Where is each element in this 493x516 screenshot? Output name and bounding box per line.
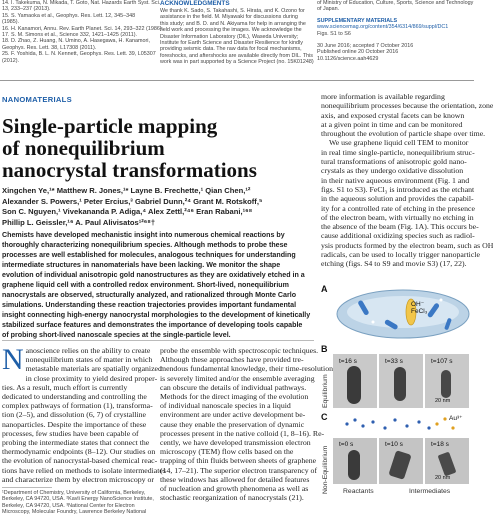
body-line: ity for a controlled rate of etching in the presence xyxy=(321,203,475,213)
body-line: the absence of the beam (Fig. 1A). This occurs be- xyxy=(321,222,479,232)
body-line: of the electron beam, with virtually no etching in xyxy=(321,212,474,222)
body-line: stochastic reorganization of nanocrystals (21). xyxy=(160,493,304,503)
supp-line: www.sciencemag.org/content/354/6314/869/suppl/DC1 xyxy=(317,24,449,31)
supplementary-heading: SUPPLEMENTARY MATERIALS xyxy=(317,17,398,24)
panel-b-frame-3 xyxy=(425,354,469,408)
body-line: these windows has allowed for detailed features xyxy=(160,474,310,484)
body-line: cause additional oxidizing species such as radiol- xyxy=(321,231,475,241)
body-line: cause they enable the preservation of dynamic xyxy=(160,419,305,429)
abstract xyxy=(2,230,313,340)
acknowledgments-block xyxy=(160,0,314,66)
footnote-line: Berkeley, CA 94720, USA. ²Kavli Energy NanoScience Institute, xyxy=(2,496,154,503)
body-line: nanoparticles. Despite the importance of these xyxy=(2,419,147,429)
figure-1 xyxy=(321,280,474,504)
time-label: t=16 s xyxy=(339,358,357,365)
caption-intermediates: Intermediates xyxy=(409,488,451,495)
abstract-line: thoroughly characterizing nonequilibrium species. Although methods to probe these xyxy=(2,241,288,249)
body-line: in their native aqueous environment (Fig. 1 and xyxy=(321,175,470,185)
body-line: tions have relied on methods to isolate intermediates xyxy=(2,465,166,475)
footnote-line: Microscopy, Molecular Foundry, Lawrence Berkeley National xyxy=(2,509,147,516)
reference-line: (2012). xyxy=(2,57,20,64)
reference-line: 25. F. Yoshida, B. L. N. Kennett, Geophys. Res. Lett. 39, L05307 xyxy=(2,51,156,58)
author-line: Son C. Nguyen,¹ Vivekananda P. Adiga,⁴ Alex Zettl,²⁴⁶ Eran Rabani,¹⁶⁸ xyxy=(2,207,253,217)
body-line: environment are under active development be- xyxy=(160,410,306,420)
ack-line: field work and processing the images. We acknowledge the xyxy=(160,27,302,34)
body-line: throughout the evolution of particle shape over time. xyxy=(321,129,486,139)
body-line: figs. S1 to S3). FeCl₃ is introduced as the etchant xyxy=(321,184,475,194)
supp-line: Figs. S1 to S6 xyxy=(317,30,351,37)
row-label-equilibrium: Equilibrium xyxy=(322,374,329,408)
row-label-non-equilibrium: Non-Equilibrium xyxy=(322,445,329,494)
body-line: probe the ensemble with spectroscopic techniques. xyxy=(160,346,319,355)
top-right-line: of Ministry of Education, Culture, Sports, Science and Technology xyxy=(317,0,474,6)
panel-label-a: A xyxy=(321,284,328,294)
body-line: mendous fundamental knowledge, their time-resolution xyxy=(160,364,334,374)
abstract-line: insight connecting high-energy nanocrystal morphologies to the development of kinetically xyxy=(2,311,311,319)
panel-c-frame-1 xyxy=(333,438,377,484)
panel-c-frame-2 xyxy=(379,438,423,484)
abstract-line: simulations. Understanding these reaction trajectories provides important fundamental xyxy=(2,301,297,309)
ack-line: We thank K. Sado, S. Takahashi, S. Hirata, and K. Ozono for xyxy=(160,8,305,14)
body-line: Although these approaches have provided tre- xyxy=(160,355,304,365)
body-line: ties. As a result, much effort is currently xyxy=(2,382,128,392)
body-line: at a given point in time and can be monitored xyxy=(321,119,463,129)
body-line: nonequilibrium states of matter in which xyxy=(25,355,153,365)
body-line: processes present in the native colloid (1, 8–16). Re- xyxy=(160,428,325,438)
body-line: We use graphene liquid cell TEM to monitor xyxy=(329,138,469,148)
body-line: can obscure the details of individual pathways. xyxy=(160,382,307,392)
top-right-block xyxy=(317,0,473,62)
abstract-line: processes are well established for molecules, analogous techniques for understanding xyxy=(2,251,296,259)
abstract-line: Chemists have developed mechanistic insight into numerous chemical reactions by xyxy=(2,231,285,239)
body-line: anoscience relies on the ability to create xyxy=(25,346,151,355)
title-line: Single-particle mapping xyxy=(2,114,218,138)
title-line: nanocrystal transformations xyxy=(2,158,257,182)
body-line: tural transformations of anisotropic gold nano- xyxy=(321,157,467,167)
reference-line: 18. D. Zhao, Z. Huang, N. Umino, A. Hasegawa, H. Kanamori, xyxy=(2,38,151,45)
body-line: dedicated to understanding and controlling the xyxy=(2,392,147,402)
body-line: probing the intermediate states that connect the xyxy=(2,438,150,448)
body-line: more information is available regarding xyxy=(321,92,445,101)
body-line: crystals as they undergo oxidative dissolution xyxy=(321,166,464,176)
reference-line: 15. S. Yamaoka et al., Geophys. Res. Lett. 12, 345–348 xyxy=(2,12,136,19)
time-label: t=107 s xyxy=(431,358,453,365)
reference-line: 17. S. M. Simons et al., Science 332, 1421–1425 (2011). xyxy=(2,32,138,39)
body-line: (14, 17–21). The superior electron transparency of xyxy=(160,465,318,475)
body-line: of nucleation and growth phenomena as well as xyxy=(160,484,309,494)
abstract-divider xyxy=(2,340,314,341)
reference-line: Geophys. Res. Lett. 38, L17308 (2011). xyxy=(2,44,97,51)
time-label: t=33 s xyxy=(385,358,403,365)
right-column-text xyxy=(321,92,493,269)
footnote-line: Berkeley, CA 94720, USA. ³National Center for Electron xyxy=(2,502,135,509)
caption-reactants: Reactants xyxy=(343,488,374,495)
body-line: of individual nanoscale species in a liquid xyxy=(160,401,291,411)
nanorod xyxy=(438,452,457,477)
ack-line: Disaster Information Laboratory (DIL), Waseda University; xyxy=(160,33,299,40)
panel-label-c: C xyxy=(321,412,328,422)
body-line: etching (figs. S4 to S9 and movie S3) (17, 22). xyxy=(321,259,467,269)
reference-line: 16. H. Kanamori, Annu. Rev. Earth Planet. Sci. 14, 293–322 (1986). xyxy=(2,25,164,32)
ack-line: foreshocks, and aftershocks are available directly from DIL. This xyxy=(160,52,314,59)
abstract-line: stabilized surface features and demonstrates the importance of developing tools capable xyxy=(2,321,303,329)
au-label: Au³⁺ xyxy=(449,415,463,422)
fecl3-label: FeCl₃ xyxy=(411,308,428,315)
body-line: in real time single-particle, nonequilibrium struc- xyxy=(321,147,475,157)
footnote-line: ¹Department of Chemistry, University of California, Berkeley, xyxy=(2,490,146,497)
body-column-1 xyxy=(2,343,166,516)
abstract-line: of probing short-lived nanoscale species at the single-particle level. xyxy=(2,331,231,339)
body-line: processes, few studies have been capable of xyxy=(2,428,139,438)
panel-b-frame-2 xyxy=(379,354,423,408)
reference-line: 14. I. Takekuma, N. Mikada, T. Goto, Nat. Hazards Earth Syst. Sci. xyxy=(2,0,161,6)
section-label: NANOMATERIALS xyxy=(2,95,72,104)
scale-bar-label: 20 nm xyxy=(435,398,451,404)
article-title xyxy=(2,115,312,181)
author-line: Xingchen Ye,¹* Matthew R. Jones,¹* Layne B. Frechette,¹ Qian Chen,¹² xyxy=(2,186,251,195)
nanorod xyxy=(441,370,451,398)
body-line: the evolution of nanocrystal-based chemical reac- xyxy=(2,456,158,466)
nanorod xyxy=(388,450,411,480)
oh-label: OH⁻ xyxy=(411,301,425,308)
panel-a-schematic xyxy=(331,282,474,342)
supp-line: 10.1126/science.aah4629 xyxy=(317,55,379,62)
ack-line: work was in part supported by a Science Project (no. 15K01248) xyxy=(160,59,314,66)
nanorod xyxy=(347,366,361,404)
reference-line: (1985). xyxy=(2,19,20,26)
header-divider xyxy=(0,80,474,81)
abstract-line: graphene liquid cell with a controlled redox environment. Short-lived, nonequilibrium xyxy=(2,281,289,289)
supp-line: Published online 20 October 2016 xyxy=(317,49,399,56)
supp-line: 30 June 2016; accepted 7 October 2016 xyxy=(317,43,414,50)
abstract-line: intermediate structures in nanomaterials have been lacking. We monitor the shape xyxy=(2,261,281,269)
body-line: in close proximity to yield desired proper- xyxy=(25,373,158,383)
time-label: t=10 s xyxy=(385,441,403,448)
title-line: of nonequilibrium xyxy=(2,136,165,160)
body-line: trapping of thin fluids between sheets of graphene xyxy=(160,456,317,466)
author-line: Alexander S. Powers,¹ Peter Ercius,³ Gabriel Dunn,²⁴ Grant M. Rotskoff,⁵ xyxy=(2,196,263,206)
time-label: t=18 s xyxy=(431,441,449,448)
panel-c-frame-3 xyxy=(425,438,469,484)
reference-line: 13, 233–237 (2013). xyxy=(2,6,51,13)
scale-bar-label: 20 nm xyxy=(435,475,451,481)
body-line: Methods for the direct imaging of the evolution xyxy=(160,392,309,402)
references-block xyxy=(2,0,164,64)
body-line: and characterize them by electron microscopy or xyxy=(2,474,154,484)
affiliations-footnote xyxy=(2,490,152,516)
author-line: Phillip L. Geissler,¹⁶ A. Paul Alivisatos¹²⁶⁸† xyxy=(2,217,156,227)
ack-line: this study; and B. D. and N. Akiyama for help in arranging the xyxy=(160,20,306,27)
nanorod xyxy=(348,450,360,480)
abstract-line: nanocrystals are observed, structurally analyzed, and rationalized through Monte Carlo xyxy=(2,291,297,299)
body-line: microscopy (TEM) flow cells based on the xyxy=(160,447,294,457)
abstract-line: evolution of individual anisotropic gold nanostructures as they are oxidatively etched in a xyxy=(2,271,305,279)
footnote-divider xyxy=(2,487,52,488)
top-right-line: of Japan. xyxy=(317,6,340,13)
body-line: radicals, can be used to locally trigger nanoparticle xyxy=(321,250,480,260)
panel-b-frame-1 xyxy=(333,354,377,408)
nanorod xyxy=(394,367,406,401)
acknowledgments-heading: ACKNOWLEDGMENTS xyxy=(160,0,230,7)
body-line: axis, and exposed crystal facets can be known xyxy=(321,110,465,120)
body-line: tion (2–5), and dissolution (6, 7) of crystalline xyxy=(2,410,147,420)
panel-c-schematic xyxy=(333,414,473,436)
body-line: complex pathways of formation (1), transforma- xyxy=(2,401,153,411)
body-line: in the aqueous solution and provides the capabil- xyxy=(321,194,474,204)
body-line: thermodynamic endpoints (8–12). Our studies on xyxy=(2,447,156,457)
drop-cap: N xyxy=(2,343,24,376)
body-line: ysis products formed by the electron beam, such as OH xyxy=(321,240,493,250)
body-line: cently, we have developed transmission electron xyxy=(160,438,311,448)
ack-line: providing seismic data. The raw data for focal mechanisms, xyxy=(160,46,302,53)
ack-line: assistance in the field. M. Miyawaki for discussions during xyxy=(160,14,298,21)
body-line: is severely limited and/or the ensemble averaging xyxy=(160,373,315,383)
ack-line: Institute for Earth Science and Disaster Resilience for kindly xyxy=(160,40,303,47)
authors-block xyxy=(2,186,314,228)
time-label: t=0 s xyxy=(339,441,354,448)
body-line: nonequilibrium processes because the orientation, zone xyxy=(321,101,493,111)
body-line: metastable materials are spatially organized xyxy=(25,364,162,374)
panel-label-b: B xyxy=(321,344,328,354)
